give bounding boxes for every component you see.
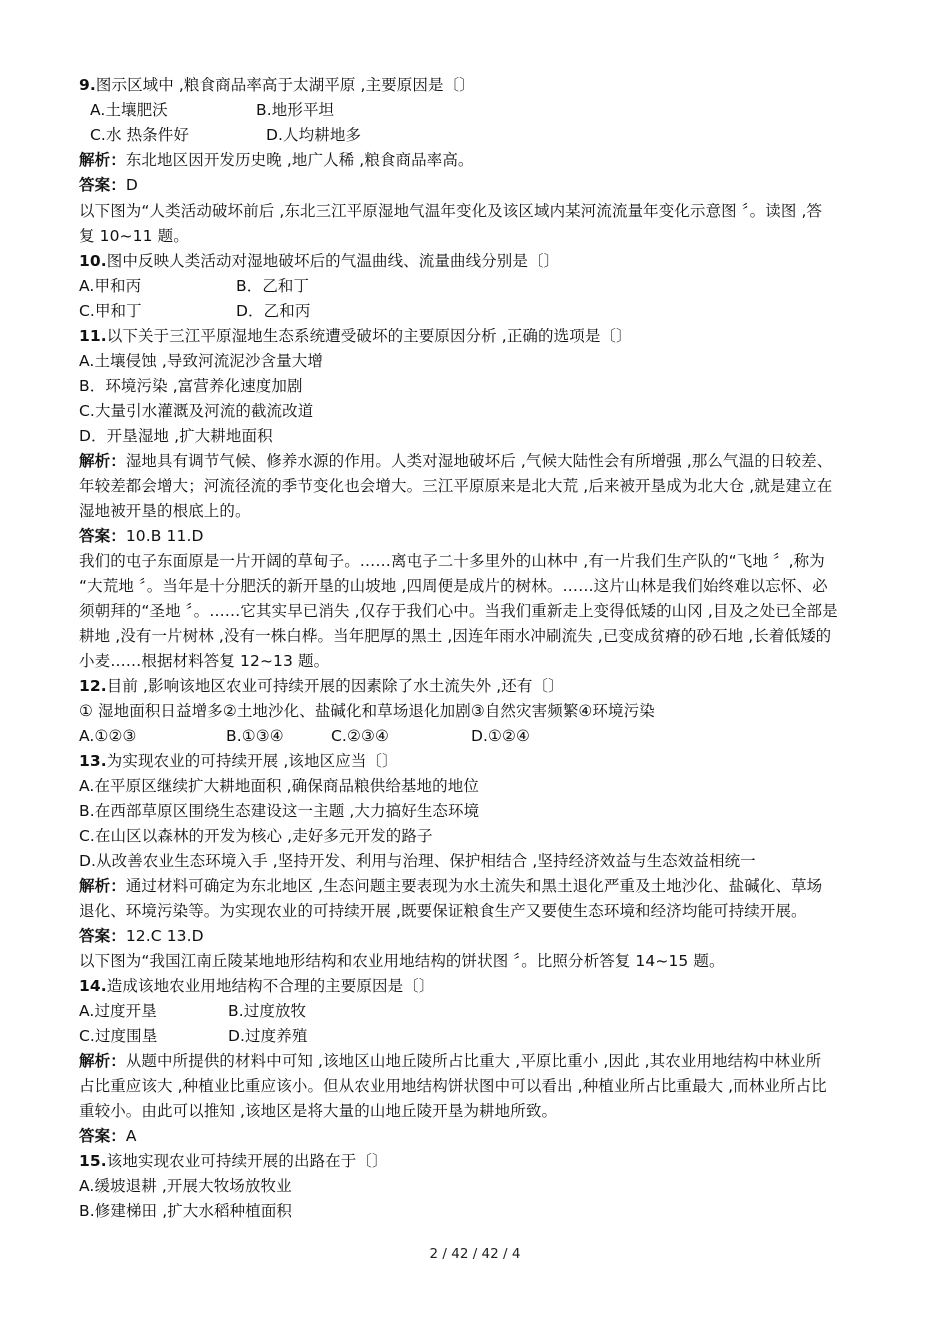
q11-number: 11.	[79, 327, 107, 345]
q11-option-a: A.土壤侵蚀 ,导致河流泥沙含量大增	[79, 352, 323, 370]
q12-number: 12.	[79, 677, 107, 695]
q14-number: 14.	[79, 977, 107, 995]
q12-option-a: A.①②③	[79, 727, 137, 745]
q14-analysis-line2: 占比重应该大 ,种植业比重应该小。但从农业用地结构饼状图中可以看出 ,种植业所占比重最大 ,而林业所占比	[79, 1077, 827, 1095]
q13-stem: 为实现农业的可持续开展 ,该地区应当〔〕	[106, 752, 398, 770]
q11-analysis-line1	[79, 451, 832, 471]
q14-analysis-line3: 重较小。由此可以推知 ,该地区是将大量的山地丘陵开垦为耕地所致。	[79, 1102, 558, 1120]
q15-stem-line	[79, 1151, 388, 1171]
answer-label: 答案：	[79, 527, 126, 545]
q11-stem: 以下关于三江平原湿地生态系统遭受破坏的主要原因分析 ,正确的选项是〔〕	[106, 327, 632, 345]
q9-option-b: B.地形平坦	[256, 101, 335, 119]
answer-label: 答案：	[79, 176, 126, 194]
q12-option-b: B.①③④	[226, 727, 284, 745]
q12-items: ① 湿地面积日益增多②土地沙化、盐碱化和草场退化加剧③自然灾害频繁④环境污染	[79, 702, 655, 720]
q13-option-d: D.从改善农业生态环境入手 ,坚持开发、利用与治理、保护相结合 ,坚持经济效益与生态效益相统一	[79, 852, 756, 870]
q12-option-d: D.①②④	[471, 727, 531, 745]
q9-analysis-text: 东北地区因开发历史晚 ,地广人稀 ,粮食商品率高。	[125, 151, 474, 169]
q14-answer	[79, 1126, 137, 1146]
q15-option-a: A.缓坡退耕 ,开展大牧场放牧业	[79, 1177, 292, 1195]
q10-stem: 图中反映人类活动对湿地破坏后的气温曲线、流量曲线分别是〔〕	[106, 252, 560, 270]
q12-stem-line	[79, 676, 564, 696]
q15-option-b: B.修建梯田 ,扩大水稻种植面积	[79, 1202, 293, 1220]
q15-stem: 该地实现农业可持续开展的出路在于〔〕	[106, 1152, 388, 1170]
q9-analysis	[79, 150, 474, 170]
q10-option-d: D．乙和丙	[236, 302, 311, 320]
q11-option-c: C.大量引水灌溉及河流的截流改道	[79, 402, 314, 420]
q14-option-a: A.过度开垦	[79, 1002, 157, 1020]
q14-option-d: D.过度养殖	[228, 1027, 308, 1045]
q10-stem-line	[79, 251, 559, 271]
analysis-label: 解析：	[79, 151, 126, 169]
q9-option-a: A.土壤肥沃	[90, 101, 168, 119]
q12-13-answer-value: 12.C 13.D	[125, 927, 204, 945]
intro-10-line2: 复 10~11 题。	[79, 227, 189, 245]
q13-option-c: C.在山区以森林的开发为核心 ,走好多元开发的路子	[79, 827, 433, 845]
answer-label: 答案：	[79, 927, 126, 945]
q11-analysis-line3: 湿地被开垦的根底上的。	[79, 502, 251, 520]
q12-13-answer	[79, 926, 204, 946]
q14-analysis-line1	[79, 1051, 821, 1071]
q12-stem: 目前 ,影响该地区农业可持续开展的因素除了水土流失外 ,还有〔〕	[106, 677, 564, 695]
passage-line1: 我们的屯子东面原是一片开阔的草甸子。……离屯子二十多里外的山林中 ,有一片我们生产队的“飞地 〞,称为	[79, 552, 825, 570]
passage-line5: 小麦……根据材料答复 12~13 题。	[79, 652, 330, 670]
q9-option-c: C.水 热条件好	[90, 126, 189, 144]
q13-option-a: A.在平原区继续扩大耕地面积 ,确保商品粮供给基地的地位	[79, 777, 479, 795]
q10-option-a: A.甲和丙	[79, 277, 142, 295]
q10-11-answer-value: 10.B 11.D	[125, 527, 204, 545]
q14-option-c: C.过度围垦	[79, 1027, 158, 1045]
q11-option-d: D．开垦湿地 ,扩大耕地面积	[79, 427, 273, 445]
analysis-label: 解析：	[79, 452, 126, 470]
q9-answer-value: D	[125, 176, 138, 194]
q9-option-d: D.人均耕地多	[266, 126, 362, 144]
q13-analysis-line2: 退化、环境污染等。为实现农业的可持续开展 ,既要保证粮食生产又要使生态环境和经济均能可持续开展。	[79, 902, 807, 920]
q13-stem-line	[79, 751, 398, 771]
q13-number: 13.	[79, 752, 107, 770]
q13-option-b: B.在西部草原区围绕生态建设这一主题 ,大力搞好生态环境	[79, 802, 480, 820]
passage-line2: “大荒地 〞。当年是十分肥沃的新开垦的山坡地 ,四周便是成片的树林。……这片山林是我们始终难以忘怀、必	[79, 577, 828, 595]
q11-analysis-text1: 湿地具有调节气候、修养水源的作用。人类对湿地破坏后 ,气候大陆性会有所增强 ,那么气温的日较差、	[125, 452, 833, 470]
q14-stem: 造成该地农业用地结构不合理的主要原因是〔〕	[106, 977, 435, 995]
q12-option-c: C.②③④	[331, 727, 389, 745]
q13-analysis-line1	[79, 876, 822, 896]
q9-stem-line	[79, 75, 475, 95]
answer-label: 答案：	[79, 1127, 126, 1145]
q14-answer-value: A	[125, 1127, 137, 1145]
q10-number: 10.	[79, 252, 107, 270]
q9-stem: 图示区域中 ,粮食商品率高于太湖平原 ,主要原因是〔〕	[95, 76, 475, 94]
analysis-label: 解析：	[79, 877, 126, 895]
analysis-label: 解析：	[79, 1052, 126, 1070]
q14-analysis-text1: 从题中所提供的材料中可知 ,该地区山地丘陵所占比重大 ,平原比重小 ,因此 ,其农业用地结构中林业所	[125, 1052, 822, 1070]
q11-option-b: B．环境污染 ,富营养化速度加剧	[79, 377, 303, 395]
passage-line3: 须朝拜的“圣地 〞。……它其实早已消失 ,仅存于我们心中。当我们重新走上变得低矮的山冈 ,目及之处已全部是	[79, 602, 838, 620]
intro-10-line1: 以下图为“人类活动破坏前后 ,东北三江平原湿地气温年变化及该区域内某河流流量年变化示意图 〞。读图 ,答	[79, 202, 823, 220]
q14-stem-line	[79, 976, 434, 996]
q11-stem-line	[79, 326, 632, 346]
page-number: 2 / 42 / 42 / 4	[429, 1246, 521, 1262]
q10-11-answer	[79, 526, 204, 546]
q10-option-c: C.甲和丁	[79, 302, 142, 320]
q11-analysis-line2: 年较差都会增大；河流径流的季节变化也会增大。三江平原原来是北大荒 ,后来被开垦成为北大仓 ,就是建立在	[79, 477, 833, 495]
q10-option-b: B．乙和丁	[236, 277, 310, 295]
intro-14: 以下图为“我国江南丘陵某地地形结构和农业用地结构的饼状图 〞。比照分析答复 14~15 题。	[79, 952, 725, 970]
q14-option-b: B.过度放牧	[228, 1002, 307, 1020]
q15-number: 15.	[79, 1152, 107, 1170]
passage-line4: 耕地 ,没有一片树林 ,没有一株白桦。当年肥厚的黑土 ,因连年雨水冲刷流失 ,已变成贫瘠的砂石地 ,长着低矮的	[79, 627, 832, 645]
q9-answer	[79, 175, 138, 195]
q9-number: 9.	[79, 76, 96, 94]
q13-analysis-text1: 通过材料可确定为东北地区 ,生态问题主要表现为水土流失和黑土退化严重及土地沙化、盐碱化、草场	[125, 877, 823, 895]
